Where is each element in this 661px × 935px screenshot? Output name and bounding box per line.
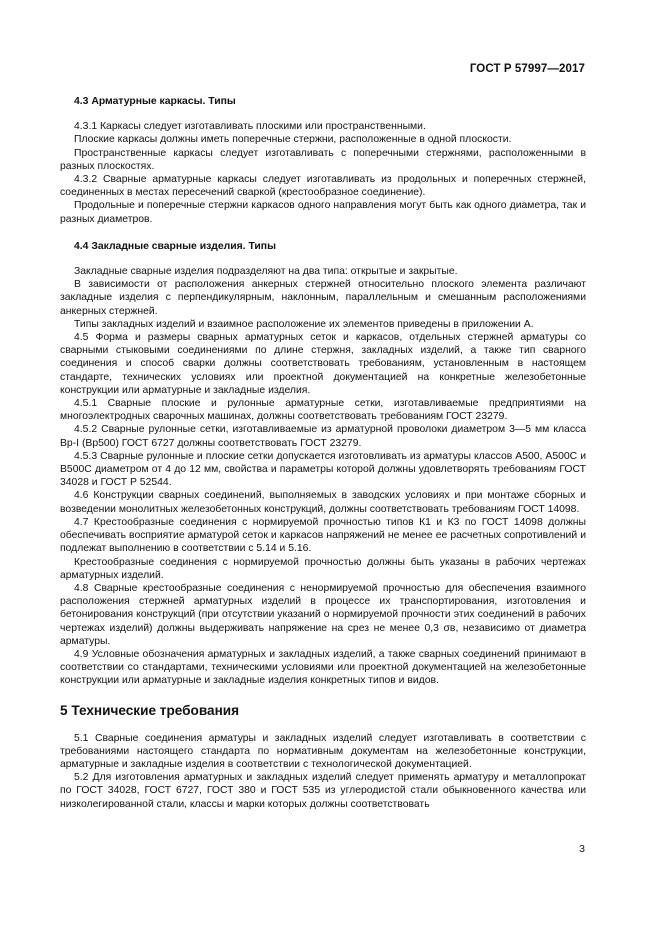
page-number: 3 xyxy=(579,843,585,855)
page-content xyxy=(60,93,586,811)
paragraph: 4.9 Условные обозначения арматурных и закладных изделий, а также сварных соединений принимают в соответствии со стандартами, техническими условиями или проектной документацией на железобетонные конструкции или арматурные и закладные изделия конкретных типов и видов. xyxy=(60,648,586,687)
paragraph: 5.1 Сварные соединения арматуры и закладных изделий следует изготавливать в соответствии с требованиями настоящего стандарта по нормативным документам на железобетонные конструкции, арматурные и закладные изделия в соответствии с технологической документацией. xyxy=(60,732,586,770)
heading-4-4: 4.4 Закладные сварные изделия. Типы xyxy=(74,240,276,252)
paragraph: 4.3.1 Каркасы следует изготавливать плоскими или пространственными. xyxy=(74,121,426,133)
document-code: ГОСТ Р 57997—2017 xyxy=(469,63,585,75)
paragraph: 4.8 Сварные крестообразные соединения с ненормируемой прочностью для обеспечения взаимного расположения стержней арматурных изделий в процессе их транспортирования, изготовления и бетонирования конструкций (при отсутствии указаний о нормируемой прочности этих соединений в рабочих чертежах изделий) должны выдерживать напряжение на срез не менее 0,3 σв, независимо от диаметра арматуры. xyxy=(60,582,586,647)
paragraph: Пространственные каркасы следует изготавливать с поперечными стержнями, расположенными в разных плоскостях. xyxy=(60,147,586,172)
paragraph: Закладные сварные изделия подразделяют на два типа: открытые и закрытые. xyxy=(74,266,458,278)
paragraph: 4.6 Конструкции сварных соединений, выполняемых в заводских условиях и при монтаже сборных и возведении монолитных железобетонных конструкций, должны соответствовать требованиям ГОСТ 14098. xyxy=(60,490,586,515)
paragraph: 4.7 Крестообразные соединения с нормируемой прочностью типов К1 и К3 по ГОСТ 14098 должны обеспечивать восприятие арматурой сеток и каркасов напряжений не менее ее расчетных сопротивлений и подлежат выполнению в соответствии с 5.14 и 5.16. xyxy=(60,516,586,555)
paragraph: 4.5.1 Сварные плоские и рулонные арматурные сетки, изготавливаемые предприятиями на многоэлектродных сварочных машинах, должны соответствовать требованиям ГОСТ 23279. xyxy=(60,398,586,423)
paragraph: Типы закладных изделий и взаимное расположение их элементов приведены в приложении А. xyxy=(74,318,534,330)
paragraph: 4.3.2 Сварные арматурные каркасы следует изготавливать из продольных и поперечных стержней, соединенных в местах пересечений сваркой (крестообразное соединение). xyxy=(60,174,586,199)
paragraph: 5.2 Для изготовления арматурных и закладных изделий следует применять арматуру и металлопрокат по ГОСТ 34028, ГОСТ 6727, ГОСТ 380 и ГОСТ 535 из углеродистой стали обыкновенного качества или низколегированной стали, классы и марки которых должны соответствовать xyxy=(60,772,586,810)
paragraph: Плоские каркасы должны иметь поперечные стержни, расположенные в одной плоскости. xyxy=(74,134,512,146)
paragraph: В зависимости от расположения анкерных стержней относительно плоского элемента различают закладные изделия с перпендикулярным, наклонным, параллельным и смешанным расположениями анкерных стержней. xyxy=(60,279,586,317)
paragraph: 4.5.2 Сварные рулонные сетки, изготавливаемые из арматурной проволоки диаметром 3—5 мм класса Вр-I (Вр500) ГОСТ 6727 должны соответствовать ГОСТ 23279. xyxy=(60,424,586,449)
paragraph: Продольные и поперечные стержни каркасов одного направления могут быть как одного диаметра, так и разных диаметров. xyxy=(60,200,586,225)
paragraph: 4.5 Форма и размеры сварных арматурных сеток и каркасов, отдельных стержней арматуры со сварными стыковыми соединениями по длине стержня, закладных изделий, а также тип сварного соединения и способ сварки должны соответствовать требованиям, установленным в настоящем стандарте, технических условиях или проектной документацией на конкретные железобетонные конструкции или арматурные и закладные изделия. xyxy=(60,332,586,396)
paragraph: 4.5.3 Сварные рулонные и плоские сетки допускается изготовливать из арматуры классов А500, А500С и В500С диаметром от 4 до 12 мм, свойства и параметры которой должны удовлетворять требованиям ГОСТ 34028 и ГОСТ Р 52544. xyxy=(60,450,586,489)
heading-4-3: 4.3 Арматурные каркасы. Типы xyxy=(74,96,236,107)
heading-5: 5 Технические требования xyxy=(60,702,240,718)
paragraph: Крестообразные соединения с нормируемой прочностью должны быть указаны в рабочих чертежах арматурных изделий. xyxy=(60,556,586,581)
